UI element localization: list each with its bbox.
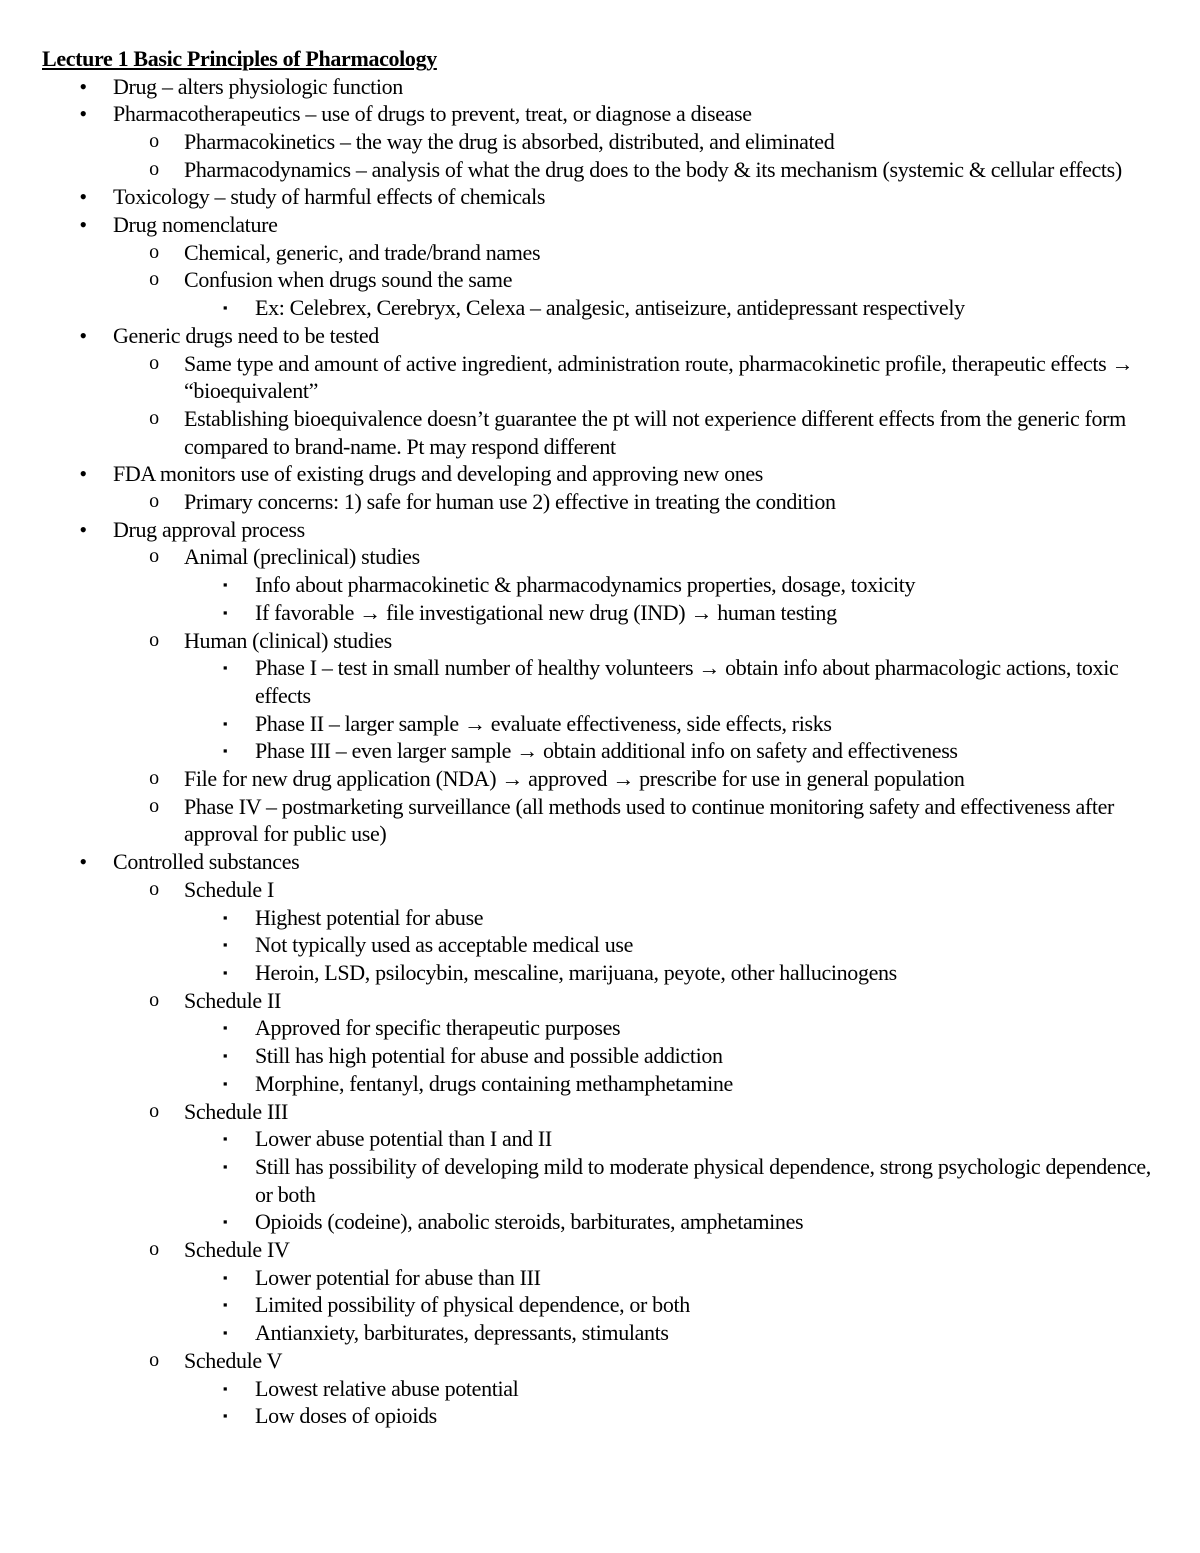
bullet-marker: • (79, 101, 87, 127)
list-item-level-2 (0, 793, 1200, 848)
list-item-level-3 (0, 1402, 1200, 1430)
list-item-text: Approved for specific therapeutic purposes (255, 1015, 621, 1041)
sub-sub-bullet-marker: ▪ (222, 937, 228, 953)
list-item-level-3 (0, 599, 1200, 627)
bullet-marker: • (79, 322, 87, 348)
sub-sub-bullet-marker: ▪ (222, 1158, 228, 1174)
list-item-text: Schedule I (184, 876, 274, 902)
list-item-level-3 (0, 710, 1200, 738)
bullet-marker: • (79, 184, 87, 210)
list-item-level-1 (0, 211, 1200, 239)
list-item-level-2 (0, 543, 1200, 571)
list-item-text: Chemical, generic, and trade/brand names (184, 239, 541, 265)
list-item-level-2 (0, 405, 1200, 460)
list-item-text: Drug – alters physiologic function (113, 73, 403, 99)
list-item-level-3 (0, 1319, 1200, 1347)
sub-bullet-marker: o (149, 268, 159, 291)
list-item-level-3 (0, 1042, 1200, 1070)
list-item-text: Lowest relative abuse potential (255, 1375, 519, 1401)
list-item-text: Still has possibility of developing mild to moderate physical dependence, strong psychologic dependence, or both (255, 1153, 1151, 1207)
list-item-text: Schedule IV (184, 1237, 290, 1263)
page-title: Lecture 1 Basic Principles of Pharmacology (42, 46, 437, 71)
sub-sub-bullet-marker: ▪ (222, 715, 228, 731)
sub-sub-bullet-marker: ▪ (222, 1269, 228, 1285)
list-item-level-1 (0, 183, 1200, 211)
sub-sub-bullet-marker: ▪ (222, 660, 228, 676)
list-item-text: Generic drugs need to be tested (113, 322, 379, 348)
list-item-level-3 (0, 737, 1200, 765)
list-item-level-3 (0, 1070, 1200, 1098)
sub-sub-bullet-marker: ▪ (222, 604, 228, 620)
sub-sub-bullet-marker: ▪ (222, 965, 228, 980)
sub-bullet-marker: o (149, 988, 159, 1011)
list-item-text: Controlled substances (113, 849, 300, 875)
sub-bullet-marker: o (149, 1099, 159, 1122)
list-item-text: Phase III – even larger sample → obtain additional info on safety and effectiveness (255, 738, 958, 764)
list-item-level-3 (0, 1208, 1200, 1236)
list-item-level-3 (0, 1125, 1200, 1153)
list-item-text: Low doses of opioids (255, 1403, 437, 1429)
list-item-level-2 (0, 128, 1200, 156)
sub-sub-bullet-marker: ▪ (222, 1020, 228, 1036)
sub-bullet-marker: o (149, 545, 159, 568)
list-item-level-2 (0, 987, 1200, 1015)
bullet-marker: • (79, 461, 87, 487)
list-item-text: Morphine, fentanyl, drugs containing methamphetamine (255, 1070, 733, 1096)
sub-sub-bullet-marker: ▪ (222, 909, 228, 925)
list-item-level-3 (0, 294, 1200, 322)
list-item-level-1 (0, 516, 1200, 544)
list-item-text: Heroin, LSD, psilocybin, mescaline, marijuana, peyote, other hallucinogens (255, 960, 897, 985)
sub-bullet-marker: o (149, 1238, 159, 1261)
list-item-level-3 (0, 1375, 1200, 1403)
list-item-level-1 (0, 100, 1200, 128)
sub-bullet-marker: o (149, 1348, 159, 1371)
list-item-level-3 (0, 1014, 1200, 1042)
list-item-level-2 (0, 876, 1200, 904)
list-item-level-3 (0, 1153, 1200, 1208)
list-item-text: Drug nomenclature (113, 212, 278, 238)
list-item-level-2 (0, 156, 1200, 184)
sub-bullet-marker: o (149, 406, 159, 429)
sub-bullet-marker: o (149, 490, 159, 513)
list-item-text: Schedule V (184, 1347, 283, 1373)
list-item-text: File for new drug application (NDA) → approved → prescribe for use in general population (184, 766, 965, 792)
list-item-text: Opioids (codeine), anabolic steroids, barbiturates, amphetamines (255, 1209, 804, 1235)
list-item-text: Pharmacodynamics – analysis of what the drug does to the body & its mechanism (systemic & cellular effects) (184, 156, 1122, 182)
sub-sub-bullet-marker: ▪ (222, 1380, 228, 1396)
list-item-level-1 (0, 322, 1200, 350)
list-item-text: Pharmacotherapeutics – use of drugs to prevent, treat, or diagnose a disease (113, 101, 752, 127)
list-item-text: Not typically used as acceptable medical use (255, 932, 634, 958)
list-item-level-3 (0, 571, 1200, 599)
notes-outline (0, 73, 1200, 1430)
list-item-text: Animal (preclinical) studies (184, 544, 420, 570)
list-item-level-2 (0, 1098, 1200, 1126)
list-item-text: If favorable → file investigational new drug (IND) → human testing (255, 599, 837, 625)
sub-sub-bullet-marker: ▪ (222, 743, 228, 759)
list-item-text: Schedule III (184, 1098, 288, 1124)
sub-bullet-marker: o (149, 157, 159, 180)
bullet-marker: • (79, 516, 87, 542)
sub-sub-bullet-marker: ▪ (222, 1048, 228, 1064)
sub-sub-bullet-marker: ▪ (222, 1075, 228, 1091)
list-item-text: Schedule II (184, 987, 281, 1013)
list-item-text: Ex: Celebrex, Cerebryx, Celexa – analgesic, antiseizure, antidepressant respectively (255, 295, 965, 321)
list-item-text: Drug approval process (113, 516, 305, 542)
list-item-level-2 (0, 266, 1200, 294)
list-item-level-2 (0, 1347, 1200, 1375)
sub-sub-bullet-marker: ▪ (222, 1325, 228, 1341)
list-item-text: Highest potential for abuse (255, 904, 484, 930)
sub-bullet-marker: o (149, 628, 159, 651)
list-item-level-1 (0, 848, 1200, 876)
list-item-level-3 (0, 1264, 1200, 1292)
list-item-level-1 (0, 460, 1200, 488)
sub-bullet-marker: o (149, 877, 159, 900)
sub-bullet-marker: o (149, 240, 159, 263)
list-item-level-2 (0, 627, 1200, 655)
list-item-text: Info about pharmacokinetic & pharmacodynamics properties, dosage, toxicity (255, 572, 916, 598)
list-item-text: Phase II – larger sample → evaluate effectiveness, side effects, risks (255, 710, 832, 736)
sub-sub-bullet-marker: ▪ (222, 1297, 228, 1313)
list-item-text: Pharmacokinetics – the way the drug is absorbed, distributed, and eliminated (184, 128, 835, 154)
sub-bullet-marker: o (149, 129, 159, 152)
list-item-level-1 (0, 73, 1200, 101)
list-item-level-2 (0, 765, 1200, 793)
list-item-text: Confusion when drugs sound the same (184, 267, 513, 293)
sub-bullet-marker: o (149, 794, 159, 817)
list-item-level-3 (0, 931, 1200, 959)
list-item-level-2 (0, 239, 1200, 267)
list-item-text: Antianxiety, barbiturates, depressants, stimulants (255, 1320, 669, 1346)
list-item-text: Primary concerns: 1) safe for human use 2) effective in treating the condition (184, 489, 836, 515)
bullet-marker: • (79, 849, 87, 875)
list-item-level-3 (0, 904, 1200, 932)
list-item-level-3 (0, 1291, 1200, 1319)
list-item-text: Establishing bioequivalence doesn’t guarantee the pt will not experience different effects from the generic form compared to brand-name. Pt may respond different (184, 405, 1126, 459)
bullet-marker: • (79, 212, 87, 238)
list-item-level-3 (0, 959, 1200, 987)
list-item-level-3 (0, 654, 1200, 709)
list-item-text: Still has high potential for abuse and possible addiction (255, 1043, 723, 1069)
list-item-level-2 (0, 1236, 1200, 1264)
list-item-text: Toxicology – study of harmful effects of chemicals (113, 184, 546, 210)
list-item-text: Lower potential for abuse than III (255, 1264, 541, 1290)
list-item-text: FDA monitors use of existing drugs and developing and approving new ones (113, 461, 763, 487)
list-item-level-2 (0, 488, 1200, 516)
sub-sub-bullet-marker: ▪ (222, 1408, 228, 1424)
list-item-text: Phase IV – postmarketing surveillance (all methods used to continue monitoring safety and effectiveness after approval for public use) (184, 793, 1114, 847)
list-item-text: Same type and amount of active ingredient, administration route, pharmacokinetic profile, therapeutic effects → “bioequivalent” (184, 350, 1134, 404)
sub-bullet-marker: o (149, 351, 159, 374)
list-item-text: Lower abuse potential than I and II (255, 1126, 552, 1152)
bullet-marker: • (79, 73, 87, 99)
sub-sub-bullet-marker: ▪ (222, 1214, 228, 1230)
list-item-level-2 (0, 350, 1200, 405)
list-item-text: Limited possibility of physical dependence, or both (255, 1292, 690, 1318)
sub-bullet-marker: o (149, 767, 159, 790)
sub-sub-bullet-marker: ▪ (222, 577, 228, 593)
sub-sub-bullet-marker: ▪ (222, 1131, 228, 1147)
sub-sub-bullet-marker: ▪ (222, 300, 228, 316)
list-item-text: Human (clinical) studies (184, 627, 392, 653)
list-item-text: Phase I – test in small number of healthy volunteers → obtain info about pharmacologic actions, toxic effects (255, 655, 1119, 708)
